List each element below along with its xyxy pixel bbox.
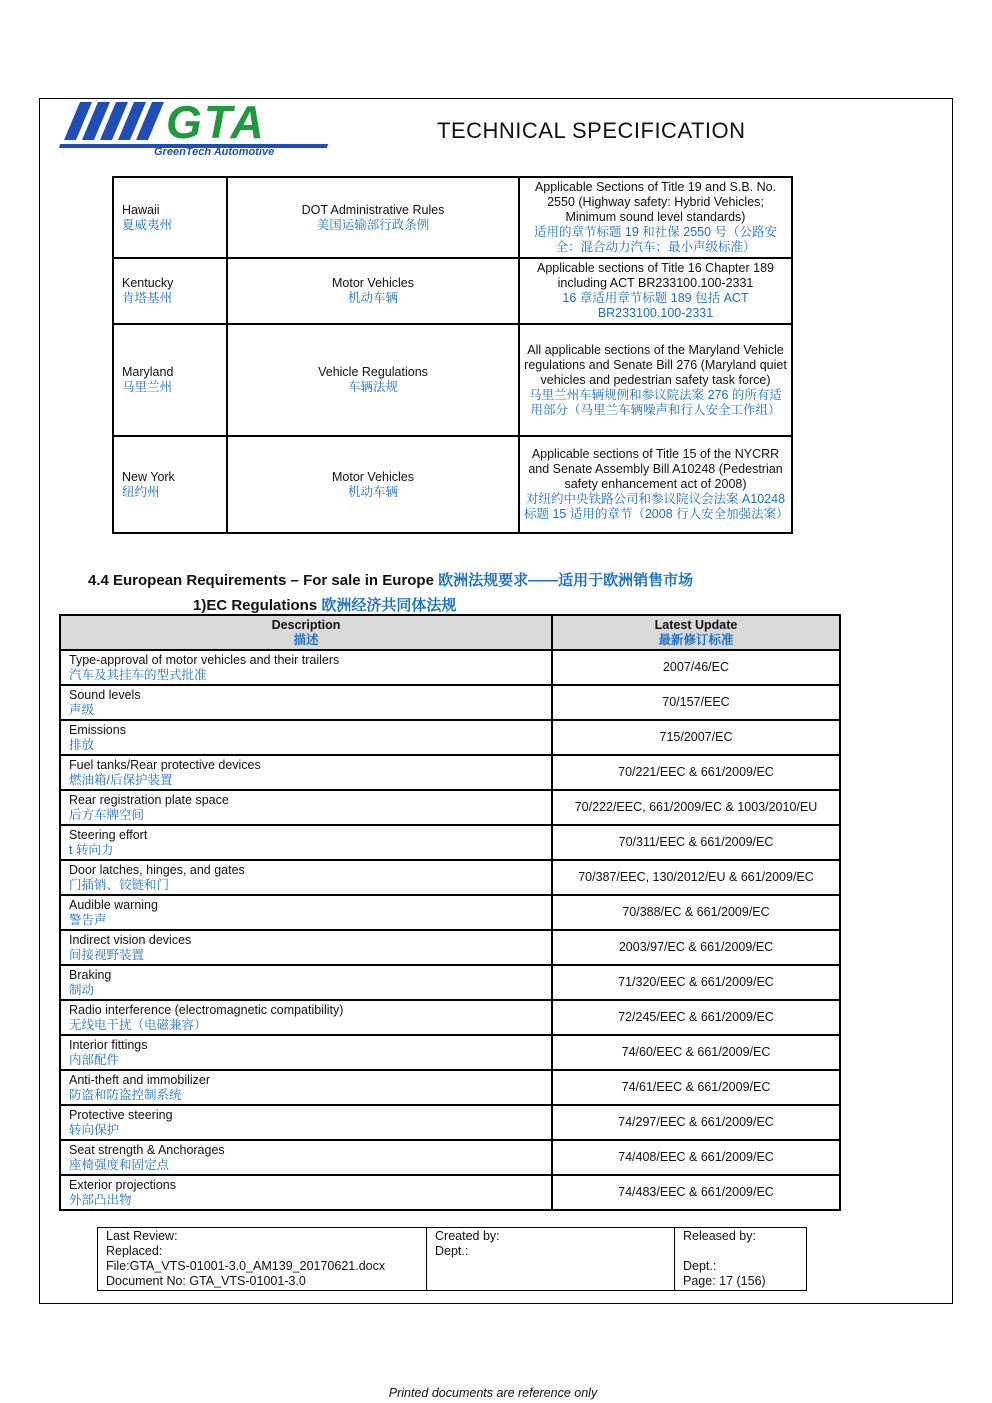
description-text-cn: t 转向力: [69, 842, 114, 857]
update-cell: 74/60/EEC & 661/2009/EC: [552, 1035, 840, 1070]
col-description-label: Description: [271, 617, 341, 632]
description-text-cn: 汽车及其挂车的型式批准: [69, 667, 207, 682]
description-cell: [60, 1105, 552, 1140]
description-cell: [60, 1140, 552, 1175]
description-cell: [60, 825, 552, 860]
table-row: [60, 895, 840, 930]
description-cell: [60, 895, 552, 930]
state-name: New York: [122, 469, 175, 484]
description-text-cn: 警告声: [69, 912, 107, 927]
created-dept: Dept.:: [435, 1244, 469, 1258]
state-name: Maryland: [122, 365, 174, 379]
description-text: Door latches, hinges, and gates: [69, 862, 245, 877]
col-update-label: Latest Update: [654, 617, 738, 632]
table-row: [113, 258, 792, 324]
table-row: [60, 1035, 840, 1070]
document-footer: [97, 1227, 807, 1291]
sections-text: Applicable sections of Title 15 of the NYCRR and Senate Assembly Bill A10248 (Pedestrian safety enhancement act of 2008): [528, 447, 783, 491]
table-row: [60, 755, 840, 790]
rule-name: Vehicle Regulations: [318, 365, 428, 379]
created-by: Created by:: [435, 1229, 500, 1243]
sections-text-cn: 16 章适用章节标题 189 包括 ACT BR233100.100-2331: [562, 291, 749, 320]
footer-row: [98, 1228, 807, 1291]
section-heading-text: 4.4 European Requirements – For sale in Europe: [88, 572, 434, 589]
sections-cell: [519, 177, 792, 258]
state-name: Kentucky: [122, 276, 174, 290]
description-cell: [60, 755, 552, 790]
col-description-label-cn: 描述: [293, 632, 319, 647]
update-cell: 70/222/EEC, 661/2009/EC & 1003/2010/EU: [552, 790, 840, 825]
rule-cell: [227, 324, 519, 436]
rule-cell: [227, 177, 519, 258]
description-text-cn: 燃油箱/后保护装置: [69, 772, 173, 787]
table-row: [60, 860, 840, 895]
state-cell: [113, 324, 227, 436]
table-row: [60, 1175, 840, 1210]
table-row: [60, 685, 840, 720]
description-text-cn: 座椅强度和固定点: [69, 1157, 170, 1172]
update-cell: 74/483/EEC & 661/2009/EC: [552, 1175, 840, 1210]
state-name-cn: 马里兰州: [122, 380, 173, 394]
table-row: [113, 177, 792, 258]
sub-heading-text: 1)EC Regulations: [193, 597, 318, 614]
description-cell: [60, 1070, 552, 1105]
sub-heading-cn: 欧洲经济共同体法规: [321, 597, 457, 614]
gta-logo: [58, 100, 330, 156]
description-text: Indirect vision devices: [69, 932, 192, 947]
state-cell: [113, 436, 227, 533]
description-cell: [60, 860, 552, 895]
description-text-cn: 排放: [69, 737, 95, 752]
update-cell: 70/387/EEC, 130/2012/EU & 661/2009/EC: [552, 860, 840, 895]
rule-cell: [227, 258, 519, 324]
description-cell: [60, 930, 552, 965]
released-dept: Dept.:: [683, 1259, 717, 1273]
description-cell: [60, 965, 552, 1000]
table-row: [60, 1000, 840, 1035]
sections-text-cn: 马里兰州车辆规例和参议院法案 276 的所有适用部分（马里兰车辆噪声和行人安全工作组）: [529, 387, 782, 417]
description-text: Exterior projections: [69, 1177, 176, 1192]
description-text-cn: 防盗和防盗控制系统: [69, 1087, 182, 1102]
sections-text: Applicable Sections of Title 19 and S.B. No. 2550 (Highway safety: Hybrid Vehicles; Minimum sound level standards): [534, 180, 777, 224]
table-row: [113, 324, 792, 436]
last-review: Last Review:: [106, 1229, 178, 1243]
description-text-cn: 制动: [69, 982, 95, 997]
state-name-cn: 夏威夷州: [122, 217, 173, 232]
released-by: Released by:: [683, 1229, 756, 1243]
replaced: Replaced:: [106, 1244, 163, 1258]
table-row: [60, 650, 840, 685]
description-text-cn: 转向保护: [69, 1122, 120, 1137]
document-number: Document No: GTA_VTS-01001-3.0: [106, 1274, 306, 1288]
rule-name: DOT Administrative Rules: [301, 202, 445, 217]
update-cell: 70/221/EEC & 661/2009/EC: [552, 755, 840, 790]
description-text: Sound levels: [69, 687, 141, 702]
rule-name-cn: 车辆法规: [347, 380, 398, 394]
table-row: [60, 1140, 840, 1175]
rule-name-cn: 机动车辆: [347, 291, 398, 305]
description-text-cn: 门插销、铰链和门: [69, 877, 170, 892]
table-row: [60, 965, 840, 1000]
table-row: [60, 790, 840, 825]
logo-letters: GTA: [166, 100, 266, 148]
description-text: Type-approval of motor vehicles and their trailers: [69, 652, 340, 667]
table-row: [60, 930, 840, 965]
rule-name: Motor Vehicles: [332, 469, 414, 484]
update-cell: 70/157/EEC: [552, 685, 840, 720]
page-number: Page: 17 (156): [683, 1274, 766, 1288]
description-cell: [60, 685, 552, 720]
rule-cell: [227, 436, 519, 533]
description-text: Steering effort: [69, 827, 148, 842]
description-text-cn: 声级: [69, 702, 95, 717]
sections-text: All applicable sections of the Maryland Vehicle regulations and Senate Bill 276 (Maryland quiet vehicles and pedestrian safety task force): [524, 342, 787, 387]
state-cell: [113, 258, 227, 324]
update-cell: 70/388/EC & 661/2009/EC: [552, 895, 840, 930]
update-cell: 74/297/EEC & 661/2009/EC: [552, 1105, 840, 1140]
table-row: [113, 436, 792, 533]
col-latest-update: [552, 615, 840, 650]
footer-created-cell: [427, 1228, 675, 1291]
update-cell: 715/2007/EC: [552, 720, 840, 755]
description-text: Audible warning: [69, 897, 158, 912]
update-cell: 2003/97/EC & 661/2009/EC: [552, 930, 840, 965]
sub-heading: [193, 594, 456, 615]
description-text: Interior fittings: [69, 1037, 148, 1052]
table-row: [60, 720, 840, 755]
description-cell: [60, 790, 552, 825]
col-description: [60, 615, 552, 650]
description-text-cn: 间接视野装置: [69, 947, 145, 962]
rule-name-cn: 机动车辆: [347, 484, 398, 499]
description-text-cn: 后方车牌空间: [69, 807, 145, 822]
description-text: Rear registration plate space: [69, 792, 229, 807]
ec-table-body: [60, 650, 840, 1210]
sections-cell: [519, 436, 792, 533]
description-cell: [60, 1000, 552, 1035]
state-name-cn: 纽约州: [122, 484, 160, 499]
sections-text-cn: 对纽约中央铁路公司和参议院议会法案 A10248 标题 15 适用的章节（2008 行人安全加强法案）: [524, 492, 789, 521]
description-text-cn: 内部配件: [69, 1052, 120, 1067]
state-name-cn: 肯塔基州: [122, 291, 173, 305]
update-cell: 70/311/EEC & 661/2009/EC: [552, 825, 840, 860]
description-cell: [60, 1175, 552, 1210]
section-heading-cn: 欧洲法规要求——适用于欧洲销售市场: [438, 572, 694, 589]
col-update-label-cn: 最新修订标准: [658, 632, 734, 647]
description-text-cn: 无线电干扰（电磁兼容）: [69, 1017, 207, 1032]
description-text: Fuel tanks/Rear protective devices: [69, 757, 261, 772]
state-cell: [113, 177, 227, 258]
section-heading: [88, 569, 693, 590]
sections-text: Applicable sections of Title 16 Chapter 189 including ACT BR233100.100-2331: [537, 261, 774, 290]
rule-name-cn: 美国运输部行政条例: [316, 217, 430, 232]
rule-name: Motor Vehicles: [332, 276, 414, 290]
description-text-cn: 外部凸出物: [69, 1192, 132, 1207]
update-cell: 2007/46/EC: [552, 650, 840, 685]
state-regulations-table: [112, 176, 793, 534]
description-text: Anti-theft and immobilizer: [69, 1072, 211, 1087]
description-text: Radio interference (electromagnetic compatibility): [69, 1002, 344, 1017]
table-header-row: [60, 615, 840, 650]
table-row: [60, 825, 840, 860]
description-cell: [60, 720, 552, 755]
page-title: TECHNICAL SPECIFICATION: [437, 118, 746, 143]
sections-cell: [519, 258, 792, 324]
sections-text-cn: 适用的章节标题 19 和社保 2550 号（公路安全：混合动力汽车；最小声级标准）: [533, 225, 778, 254]
description-text: Seat strength & Anchorages: [69, 1142, 225, 1157]
description-text: Emissions: [69, 722, 126, 737]
logo-subtitle: GreenTech Automotive: [154, 146, 275, 156]
update-cell: 72/245/EEC & 661/2009/EC: [552, 1000, 840, 1035]
description-text: Braking: [69, 967, 112, 982]
update-cell: 71/320/EEC & 661/2009/EC: [552, 965, 840, 1000]
description-text: Protective steering: [69, 1107, 173, 1122]
printed-note: Printed documents are reference only: [388, 1386, 598, 1400]
ec-regulations-table: [59, 614, 841, 1211]
description-cell: [60, 650, 552, 685]
footer-review-cell: [98, 1228, 427, 1291]
update-cell: 74/61/EEC & 661/2009/EC: [552, 1070, 840, 1105]
update-cell: 74/408/EEC & 661/2009/EC: [552, 1140, 840, 1175]
table-row: [60, 1070, 840, 1105]
table-row: [60, 1105, 840, 1140]
sections-cell: [519, 324, 792, 436]
state-name: Hawaii: [122, 202, 160, 217]
file-name: File:GTA_VTS-01001-3.0_AM139_20170621.docx: [106, 1259, 386, 1273]
footer-released-cell: [675, 1228, 807, 1291]
description-cell: [60, 1035, 552, 1070]
